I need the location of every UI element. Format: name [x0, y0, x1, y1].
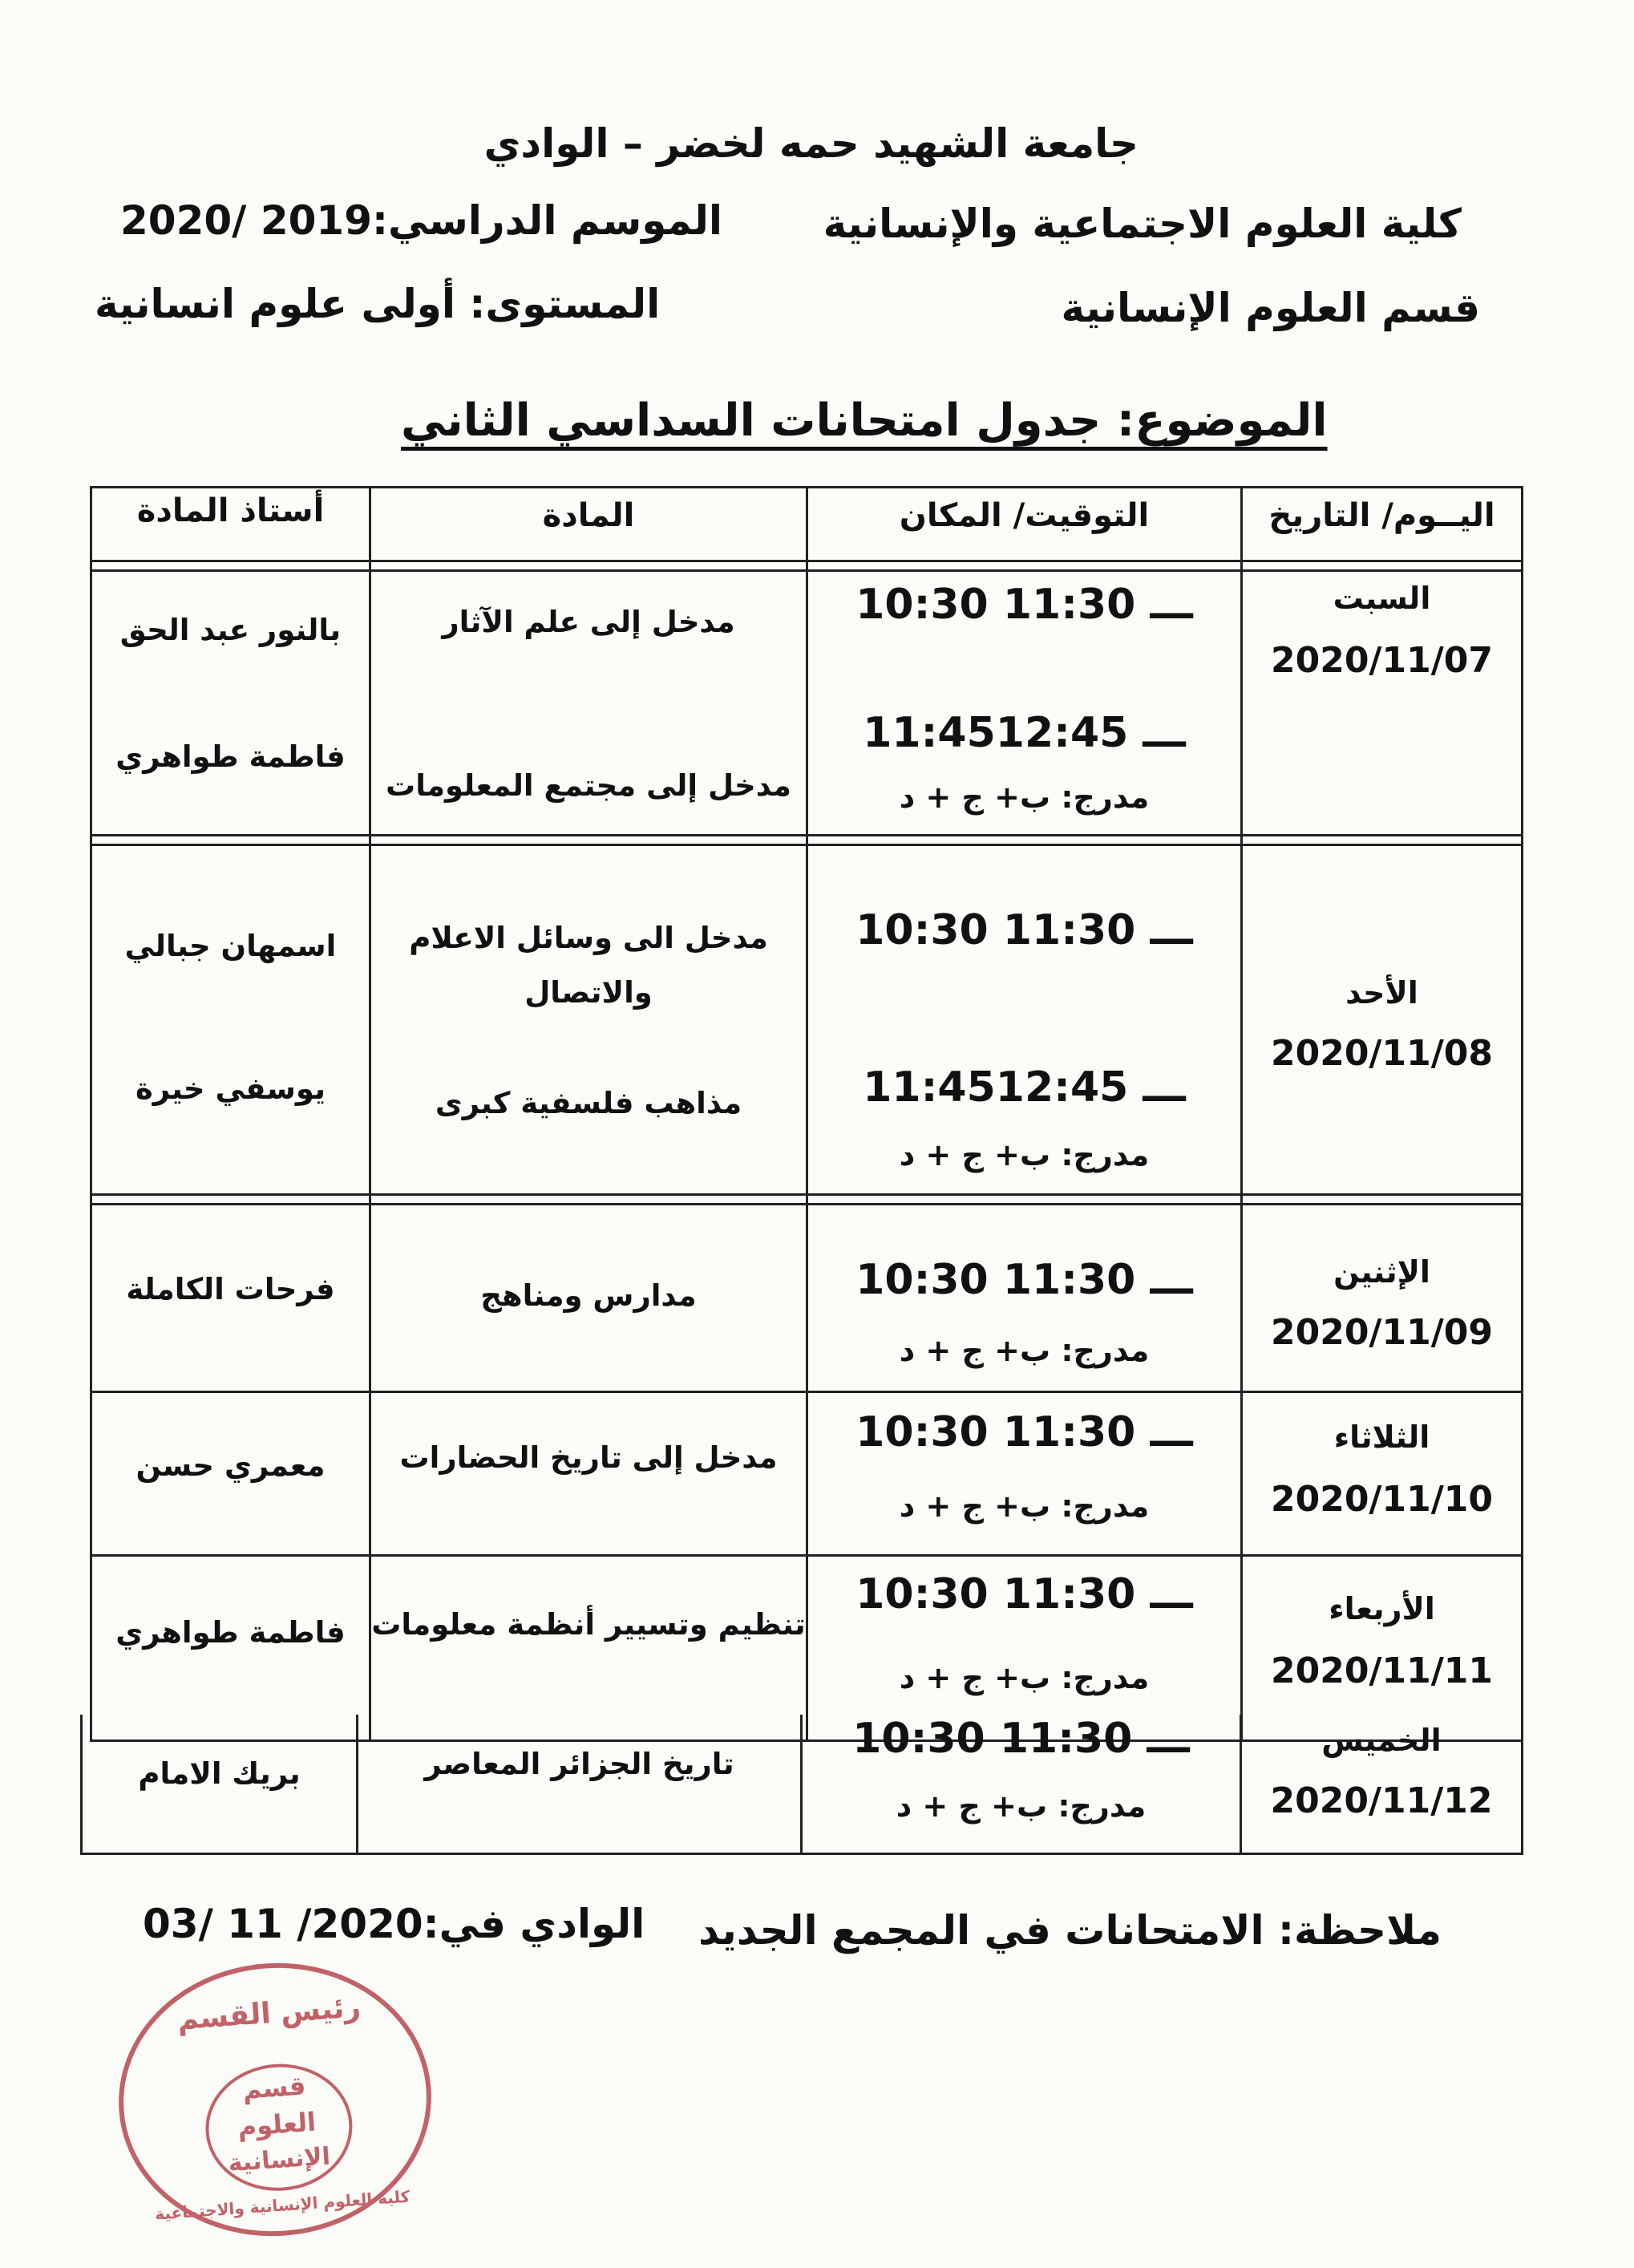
table-border: [1521, 1715, 1523, 1855]
stamp-line: قسم: [241, 2070, 307, 2105]
time-slot: 10:30 ـــ 11:30: [855, 1408, 1193, 1456]
professor-cell: فرحات الكاملة: [126, 1272, 335, 1306]
time-slot: 10:30 ـــ 11:30: [855, 581, 1193, 629]
subject-cell: مذاهب فلسفية كبرى: [435, 1086, 742, 1120]
subject-cell: مدارس ومناهج: [480, 1278, 697, 1313]
date-cell: 2020/11/09: [1270, 1312, 1494, 1353]
faculty-name: كلية العلوم الاجتماعية والإنسانية: [823, 200, 1462, 247]
study-level: المستوى: أولى علوم انسانية: [95, 281, 661, 327]
time-slot: 10:30 ـــ 11:30: [852, 1715, 1190, 1763]
issue-place-label: الوادي في:: [423, 1901, 645, 1947]
subject-cell: مدخل الى وسائل الاعلام: [409, 921, 768, 955]
date-cell: 2020/11/08: [1270, 1033, 1494, 1074]
professor-cell: فاطمة طواهري: [115, 739, 346, 774]
date-cell: 2020/11/07: [1270, 640, 1494, 681]
stamp-title: رئيس القسم: [176, 1991, 362, 2037]
date-cell: 2020/11/12: [1270, 1780, 1493, 1821]
professor-cell: بريك الامام: [138, 1756, 301, 1791]
professor-cell: معمري حسن: [135, 1448, 326, 1483]
exam-hall: مدرج: ب+ ج + د: [899, 780, 1150, 815]
issue-date-value: 03/ 11 /2020: [143, 1901, 423, 1947]
exam-location-note: ملاحظة: الامتحانات في المجمع الجديد: [698, 1907, 1442, 1954]
exam-hall: مدرج: ب+ ج + د: [896, 1788, 1147, 1824]
university-name: جامعة الشهيد حمه لخضر – الوادي: [483, 120, 1139, 167]
subject-cell: تنظيم وتسيير أنظمة معلومات: [371, 1607, 806, 1642]
time-slot: 10:30 ـــ 11:30: [855, 1256, 1193, 1304]
academic-season: [120, 197, 722, 244]
stamp-ring-text: كلية العلوم الإنسانية والاجتماعية: [154, 2186, 411, 2224]
exam-hall: مدرج: ب+ ج + د: [899, 1333, 1150, 1368]
time-slot: 10:30 ـــ 11:30: [855, 906, 1193, 954]
exam-hall: مدرج: ب+ ج + د: [899, 1660, 1150, 1695]
page-title: الموضوع: جدول امتحانات السداسي الثاني: [401, 395, 1328, 447]
day-cell: السبت: [1333, 581, 1431, 616]
day-cell: الإثنين: [1333, 1254, 1430, 1290]
subject-cell: مدخل إلى علم الآثار: [442, 605, 735, 639]
exam-hall: مدرج: ب+ ج + د: [899, 1137, 1150, 1172]
department-name: قسم العلوم الإنسانية: [1061, 285, 1480, 331]
header-day-date: اليــوم/ التاريخ: [1268, 497, 1495, 534]
professor-cell: فاطمة طواهري: [115, 1615, 346, 1650]
time-slot: 11:45ـــ 12:45: [863, 709, 1186, 757]
day-cell: الأحد: [1345, 975, 1418, 1010]
column-divider: [356, 1715, 358, 1855]
header-professor: أستاذ المادة: [136, 492, 325, 529]
stamp-line: الإنسانية: [227, 2142, 332, 2178]
column-divider: [806, 486, 808, 1742]
exam-hall: مدرج: ب+ ج + د: [899, 1488, 1150, 1524]
date-cell: 2020/11/10: [1270, 1479, 1494, 1520]
day-cell: الثلاثاء: [1333, 1420, 1430, 1455]
subject-cell: والاتصال: [524, 975, 653, 1010]
header-subject: المادة: [542, 497, 635, 534]
subject-cell: مدخل إلى مجتمع المعلومات: [386, 768, 791, 803]
date-cell: 2020/11/11: [1270, 1650, 1494, 1691]
department-stamp: [110, 1953, 441, 2246]
stamp-line: العلوم: [237, 2106, 317, 2143]
table-border: [1521, 486, 1523, 1742]
season-value: 2020/ 2019: [120, 197, 372, 244]
professor-cell: بالنور عبد الحق: [119, 613, 342, 647]
day-cell: الأربعاء: [1329, 1591, 1435, 1626]
day-cell: الخميس: [1321, 1723, 1442, 1758]
subject-cell: مدخل إلى تاريخ الحضارات: [399, 1440, 778, 1475]
column-divider: [90, 486, 92, 1742]
table-row: [80, 1715, 1523, 1859]
subject-cell: تاريخ الجزائر المعاصر: [424, 1747, 734, 1781]
season-label: الموسم الدراسي:: [372, 197, 723, 244]
issue-place-date: [143, 1901, 645, 1947]
time-slot: 10:30 ـــ 11:30: [855, 1570, 1193, 1618]
time-slot: 11:45ـــ 12:45: [863, 1063, 1186, 1112]
exam-schedule-table: [90, 486, 1523, 1742]
professor-cell: يوسفي خيرة: [135, 1071, 326, 1106]
professor-cell: اسمهان جبالي: [124, 929, 337, 963]
header-time-place: التوقيت/ المكان: [899, 497, 1150, 534]
